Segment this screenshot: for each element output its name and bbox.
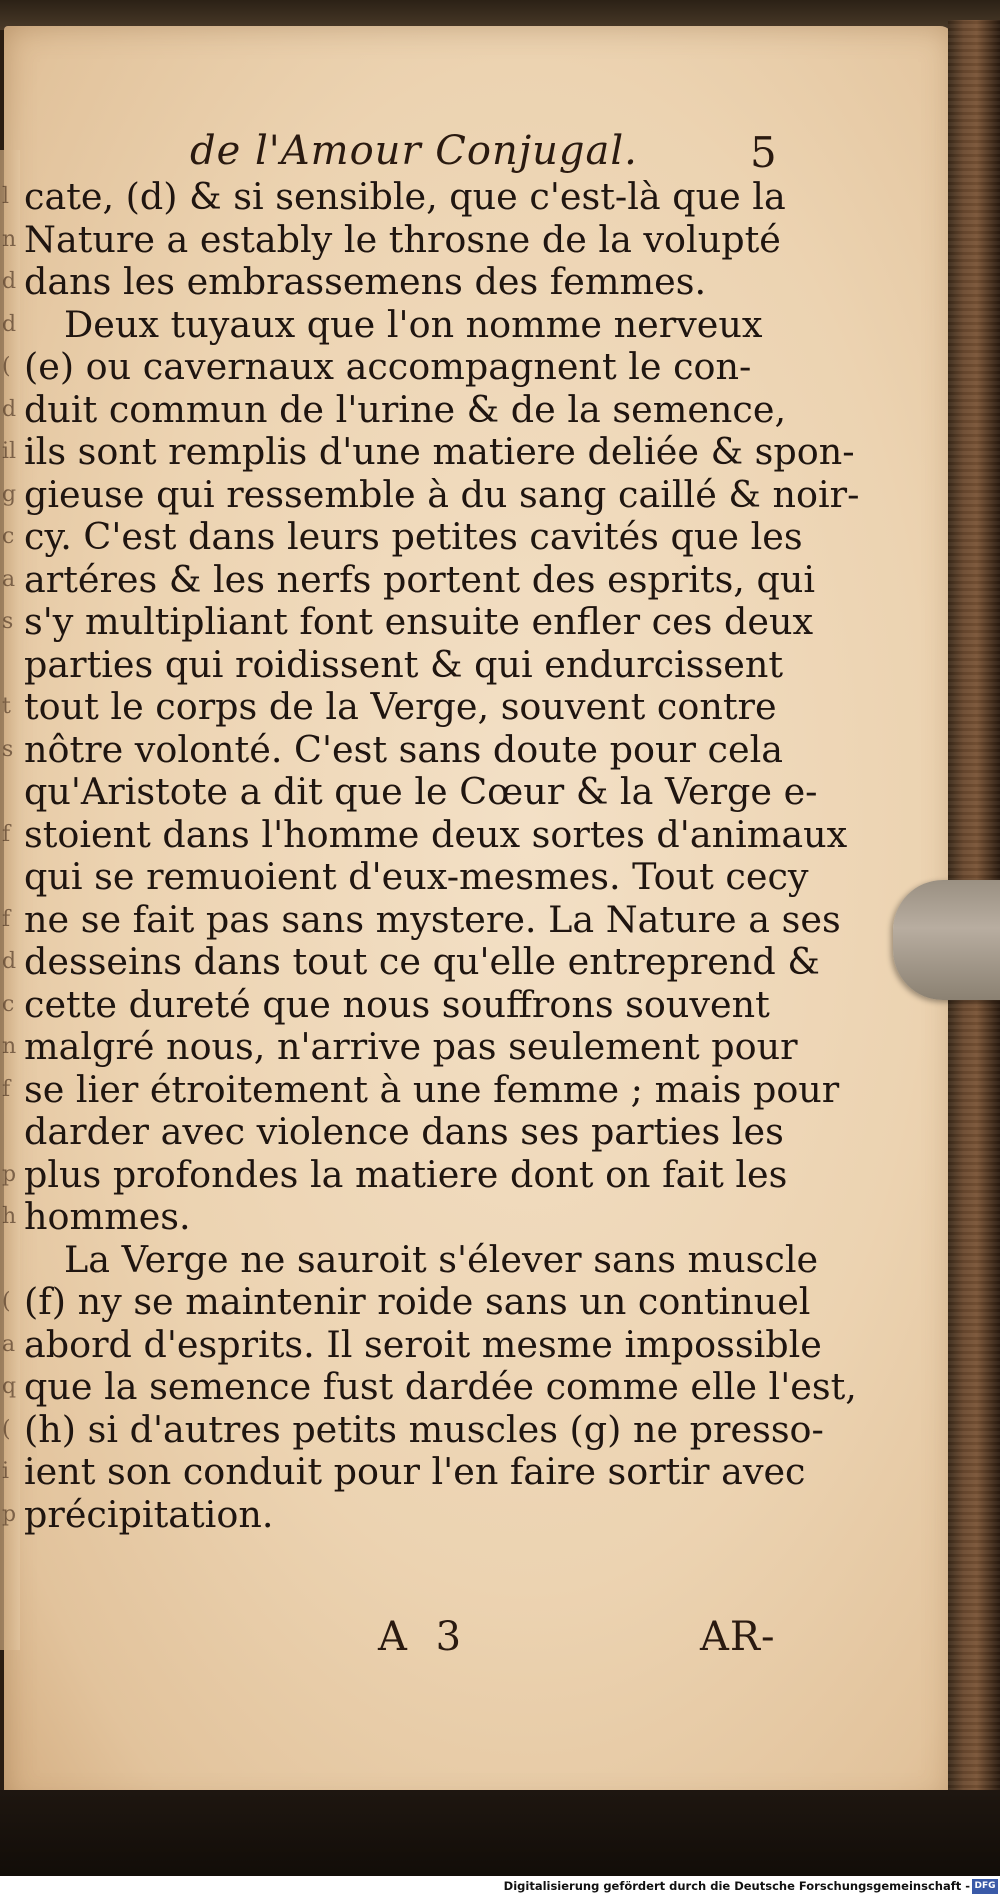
- previous-page-letter: s: [2, 736, 14, 762]
- previous-page-letter: g: [2, 481, 17, 507]
- previous-page-letter: d: [2, 396, 17, 422]
- text-line: Nature a estably le throsne de la volupté: [24, 217, 781, 261]
- previous-page-letter: d: [2, 311, 17, 337]
- previous-page-letter: (: [2, 1416, 11, 1442]
- previous-page-letter: d: [2, 269, 17, 294]
- previous-page-letter: c: [2, 991, 15, 1017]
- text-line: qui se remuoient d'eux-mesmes. Tout cecy: [24, 855, 809, 898]
- previous-page-letter: (: [2, 354, 11, 379]
- text-line: La Verge ne sauroit s'élever sans muscle: [64, 1237, 819, 1281]
- credit-text: Digitalisierung gefördert durch die Deutsche Forschungsgemeinschaft -: [503, 1879, 970, 1893]
- text-line: que la semence fust dardée comme elle l'est,: [24, 1365, 857, 1408]
- previous-page-letter: c: [2, 524, 15, 549]
- previous-page-letter: [2, 771, 16, 814]
- previous-page-letter: q: [2, 1374, 17, 1399]
- text-line: parties qui roidissent & qui endurcissent: [24, 642, 783, 686]
- previous-page-letter: i: [2, 1459, 10, 1484]
- running-title: de l'Amour Conjugal.: [190, 128, 638, 174]
- text-line: nôtre volonté. C'est sans doute pour cela: [24, 727, 784, 771]
- previous-page-letter: [2, 856, 16, 899]
- previous-page-letter: [2, 1239, 16, 1282]
- body-text: [24, 175, 860, 1536]
- previous-page-letter: a: [2, 566, 16, 592]
- text-line: qu'Aristote a dit que le Cœur & la Verge e-: [24, 770, 818, 813]
- text-line: malgré nous, n'arrive pas seulement pour: [24, 1025, 798, 1068]
- previous-page-letter: t: [2, 694, 11, 719]
- bottom-edge: [0, 1790, 1000, 1876]
- text-line: dans les embrassemens des femmes.: [24, 260, 707, 303]
- digitization-credit: [0, 1876, 1000, 1898]
- previous-page-letter: [2, 1111, 16, 1154]
- text-line: cy. C'est dans leurs petites cavités que les: [24, 515, 803, 558]
- previous-page-letter: p: [2, 1501, 17, 1527]
- page-number: 5: [750, 128, 777, 177]
- text-line: précipitation.: [24, 1492, 274, 1536]
- text-line: ils sont remplis d'une matiere deliée & spon-: [24, 430, 855, 473]
- text-line: darder avec violence dans ses parties les: [24, 1110, 784, 1153]
- text-line: abord d'esprits. Il seroit mesme impossible: [24, 1322, 822, 1366]
- previous-page-letter: f: [2, 906, 11, 932]
- previous-page-letter: a: [2, 1331, 16, 1357]
- previous-page-letter: h: [2, 1204, 17, 1229]
- text-line: ne se fait pas sans mystere. La Nature a ses: [24, 897, 841, 941]
- text-line: tout le corps de la Verge, souvent contre: [24, 685, 777, 728]
- signature-mark: A 3: [378, 1614, 470, 1660]
- text-line: se lier étroitement à une femme ; mais pour: [24, 1067, 840, 1111]
- previous-page-letters: [2, 176, 16, 1626]
- previous-page-letter: (: [2, 1289, 11, 1314]
- previous-page-letter: f: [2, 1076, 11, 1102]
- text-line: s'y multipliant font ensuite enfler ces deux: [24, 600, 814, 643]
- text-line: artéres & les nerfs portent des esprits, qui: [24, 557, 816, 601]
- previous-page-letter: f: [2, 821, 11, 847]
- previous-page-letter: s: [2, 609, 14, 634]
- dfg-logo: DFG: [972, 1879, 998, 1894]
- previous-page-letter: il: [2, 439, 17, 464]
- text-line: (e) ou cavernaux accompagnent le con-: [24, 345, 752, 388]
- text-line: ient son conduit pour l'en faire sortir avec: [24, 1450, 806, 1493]
- page-footer: [360, 1614, 790, 1674]
- text-line: duit commun de l'urine & de la semence,: [24, 387, 787, 431]
- text-line: (h) si d'autres petits muscles (g) ne presso-: [24, 1407, 824, 1451]
- previous-page-letter: [2, 644, 16, 687]
- catchword: AR-: [700, 1614, 776, 1660]
- text-line: Deux tuyaux que l'on nomme nerveux: [64, 302, 763, 346]
- previous-page-letter: n: [2, 226, 17, 252]
- text-line: gieuse qui ressemble à du sang caillé & noir-: [24, 472, 860, 516]
- text-line: desseins dans tout ce qu'elle entreprend &: [24, 940, 820, 983]
- text-line: (f) ny se maintenir roide sans un continuel: [24, 1280, 811, 1323]
- previous-page-letter: d: [2, 949, 17, 974]
- text-line: plus profondes la matiere dont on fait les: [24, 1152, 788, 1196]
- text-line: cette dureté que nous souffrons souvent: [24, 982, 770, 1026]
- previous-page-letter: l: [2, 184, 10, 209]
- text-line: stoient dans l'homme deux sortes d'animaux: [24, 812, 848, 856]
- text-line: hommes.: [24, 1195, 191, 1238]
- previous-page-letter: n: [2, 1034, 17, 1059]
- previous-page-letter: p: [2, 1161, 17, 1187]
- text-line: cate, (d) & si sensible, que c'est-là que la: [24, 175, 786, 218]
- page-clip: [893, 880, 1000, 1000]
